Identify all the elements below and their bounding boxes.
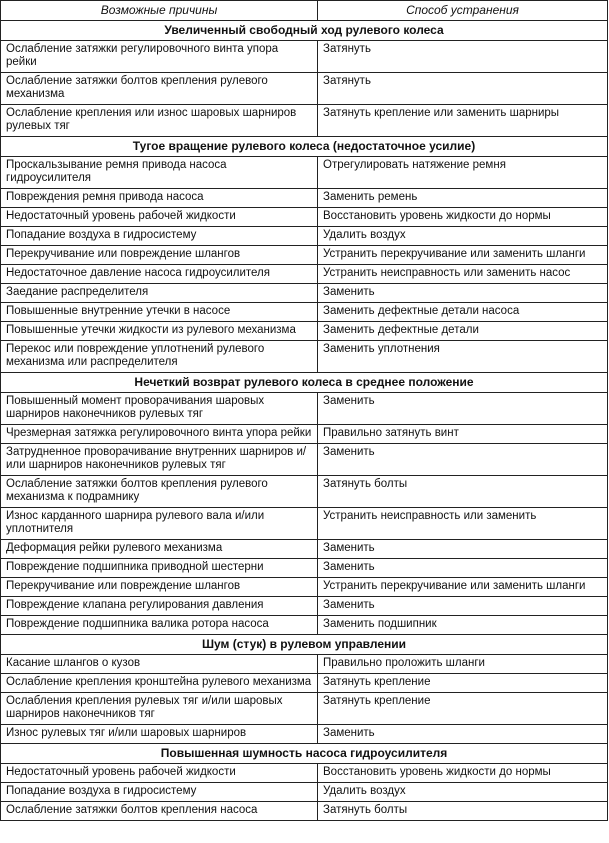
section-title: Нечеткий возврат рулевого колеса в среднее положение bbox=[1, 373, 608, 393]
cause-cell: Деформация рейки рулевого механизма bbox=[1, 540, 318, 559]
table-row bbox=[1, 246, 608, 265]
cause-cell: Попадание воздуха в гидросистему bbox=[1, 783, 318, 802]
remedy-cell: Заменить bbox=[318, 559, 608, 578]
cause-cell: Ослабление затяжки болтов крепления насоса bbox=[1, 802, 318, 821]
remedy-cell: Восстановить уровень жидкости до нормы bbox=[318, 764, 608, 783]
table-row bbox=[1, 559, 608, 578]
remedy-cell: Заменить уплотнения bbox=[318, 341, 608, 373]
section-title: Тугое вращение рулевого колеса (недостаточное усилие) bbox=[1, 137, 608, 157]
section-title: Увеличенный свободный ход рулевого колеса bbox=[1, 21, 608, 41]
table-row bbox=[1, 265, 608, 284]
header-row bbox=[1, 1, 608, 21]
remedy-cell: Заменить bbox=[318, 540, 608, 559]
remedy-cell: Заменить подшипник bbox=[318, 616, 608, 635]
remedy-cell: Удалить воздух bbox=[318, 227, 608, 246]
remedy-cell: Заменить bbox=[318, 597, 608, 616]
table-row bbox=[1, 303, 608, 322]
remedy-cell: Восстановить уровень жидкости до нормы bbox=[318, 208, 608, 227]
remedy-cell: Устранить перекручивание или заменить шланги bbox=[318, 578, 608, 597]
remedy-cell: Заменить дефектные детали bbox=[318, 322, 608, 341]
header-remedy: Способ устранения bbox=[318, 1, 608, 21]
table-row bbox=[1, 783, 608, 802]
remedy-cell: Устранить неисправность или заменить насос bbox=[318, 265, 608, 284]
table-row bbox=[1, 227, 608, 246]
remedy-cell: Затянуть крепление или заменить шарниры bbox=[318, 105, 608, 137]
cause-cell: Перекос или повреждение уплотнений рулевого механизма или распределителя bbox=[1, 341, 318, 373]
table-row bbox=[1, 764, 608, 783]
cause-cell: Недостаточный уровень рабочей жидкости bbox=[1, 208, 318, 227]
table-row bbox=[1, 393, 608, 425]
cause-cell: Заедание распределителя bbox=[1, 284, 318, 303]
table-row bbox=[1, 597, 608, 616]
cause-cell: Износ карданного шарнира рулевого вала и/или уплотнителя bbox=[1, 508, 318, 540]
section-title: Шум (стук) в рулевом управлении bbox=[1, 635, 608, 655]
table-row bbox=[1, 341, 608, 373]
cause-cell: Ослабление крепления кронштейна рулевого механизма bbox=[1, 674, 318, 693]
table-row bbox=[1, 41, 608, 73]
table-row bbox=[1, 425, 608, 444]
section-header-row bbox=[1, 744, 608, 764]
remedy-cell: Заменить bbox=[318, 393, 608, 425]
remedy-cell: Затянуть bbox=[318, 41, 608, 73]
section-header-row bbox=[1, 373, 608, 393]
cause-cell: Повышенный момент проворачивания шаровых шарниров наконечников рулевых тяг bbox=[1, 393, 318, 425]
remedy-cell: Устранить неисправность или заменить bbox=[318, 508, 608, 540]
cause-cell: Повреждение клапана регулирования давления bbox=[1, 597, 318, 616]
remedy-cell: Затянуть крепление bbox=[318, 674, 608, 693]
cause-cell: Ослабления крепления рулевых тяг и/или шаровых шарниров наконечников тяг bbox=[1, 693, 318, 725]
section-header-row bbox=[1, 21, 608, 41]
cause-cell: Ослабление затяжки болтов крепления рулевого механизма bbox=[1, 73, 318, 105]
remedy-cell: Заменить bbox=[318, 444, 608, 476]
table-row bbox=[1, 444, 608, 476]
remedy-cell: Отрегулировать натяжение ремня bbox=[318, 157, 608, 189]
cause-cell: Чрезмерная затяжка регулировочного винта упора рейки bbox=[1, 425, 318, 444]
remedy-cell: Заменить ремень bbox=[318, 189, 608, 208]
cause-cell: Ослабление затяжки болтов крепления рулевого механизма к подрамнику bbox=[1, 476, 318, 508]
header-cause: Возможные причины bbox=[1, 1, 318, 21]
remedy-cell: Правильно проложить шланги bbox=[318, 655, 608, 674]
table-row bbox=[1, 674, 608, 693]
table-row bbox=[1, 322, 608, 341]
section-header-row bbox=[1, 635, 608, 655]
table-row bbox=[1, 476, 608, 508]
remedy-cell: Заменить bbox=[318, 284, 608, 303]
cause-cell: Перекручивание или повреждение шлангов bbox=[1, 246, 318, 265]
cause-cell: Недостаточный уровень рабочей жидкости bbox=[1, 764, 318, 783]
table-row bbox=[1, 284, 608, 303]
cause-cell: Перекручивание или повреждение шлангов bbox=[1, 578, 318, 597]
remedy-cell: Затянуть крепление bbox=[318, 693, 608, 725]
remedy-cell: Удалить воздух bbox=[318, 783, 608, 802]
remedy-cell: Затянуть болты bbox=[318, 802, 608, 821]
cause-cell: Износ рулевых тяг и/или шаровых шарниров bbox=[1, 725, 318, 744]
cause-cell: Проскальзывание ремня привода насоса гидроусилителя bbox=[1, 157, 318, 189]
remedy-cell: Затянуть болты bbox=[318, 476, 608, 508]
remedy-cell: Затянуть bbox=[318, 73, 608, 105]
cause-cell: Повреждение подшипника приводной шестерни bbox=[1, 559, 318, 578]
table-row bbox=[1, 616, 608, 635]
cause-cell: Недостаточное давление насоса гидроусилителя bbox=[1, 265, 318, 284]
table-row bbox=[1, 578, 608, 597]
table-row bbox=[1, 725, 608, 744]
remedy-cell: Устранить перекручивание или заменить шланги bbox=[318, 246, 608, 265]
table-row bbox=[1, 157, 608, 189]
table-row bbox=[1, 73, 608, 105]
table-row bbox=[1, 693, 608, 725]
cause-cell: Повреждение подшипника валика ротора насоса bbox=[1, 616, 318, 635]
table-row bbox=[1, 540, 608, 559]
cause-cell: Ослабление затяжки регулировочного винта упора рейки bbox=[1, 41, 318, 73]
cause-cell: Повышенные утечки жидкости из рулевого механизма bbox=[1, 322, 318, 341]
cause-cell: Затрудненное проворачивание внутренних шарниров и/или шарниров наконечников рулевых тяг bbox=[1, 444, 318, 476]
cause-cell: Ослабление крепления или износ шаровых шарниров рулевых тяг bbox=[1, 105, 318, 137]
remedy-cell: Правильно затянуть винт bbox=[318, 425, 608, 444]
remedy-cell: Заменить дефектные детали насоса bbox=[318, 303, 608, 322]
table-row bbox=[1, 508, 608, 540]
table-row bbox=[1, 802, 608, 821]
table-body bbox=[1, 21, 608, 821]
table-row bbox=[1, 105, 608, 137]
table-row bbox=[1, 208, 608, 227]
cause-cell: Повышенные внутренние утечки в насосе bbox=[1, 303, 318, 322]
cause-cell: Попадание воздуха в гидросистему bbox=[1, 227, 318, 246]
section-title: Повышенная шумность насоса гидроусилителя bbox=[1, 744, 608, 764]
table-row bbox=[1, 655, 608, 674]
remedy-cell: Заменить bbox=[318, 725, 608, 744]
section-header-row bbox=[1, 137, 608, 157]
table-row bbox=[1, 189, 608, 208]
cause-cell: Повреждения ремня привода насоса bbox=[1, 189, 318, 208]
cause-cell: Касание шлангов о кузов bbox=[1, 655, 318, 674]
